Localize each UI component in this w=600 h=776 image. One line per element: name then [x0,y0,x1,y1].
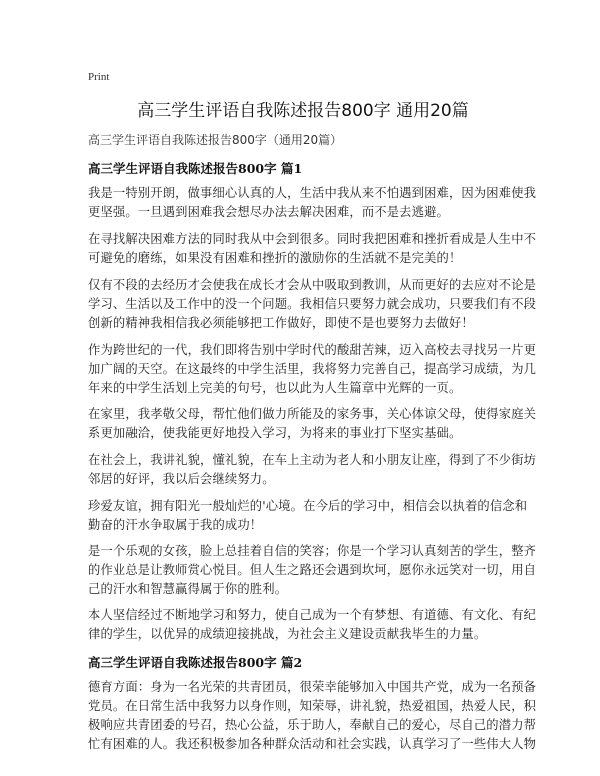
paragraph [88,497,528,535]
paragraph [88,606,537,644]
text-line: 邻居的好评，我以后会继续努力。 [88,472,275,486]
section-heading-2: 高三学生评语自我陈述报告800字 篇2 [88,655,303,670]
text-line: 是一个乐观的女孩，脸上总挂着自信的笑容；你是一个学习认真刻苦的学生，整齐 [88,544,537,558]
text-line: 忙有困难的人。我还积极参加各种群众活动和社会实践，认真学习了一些伟大人物 [88,737,537,751]
text-line: 仅有不段的去经历才会使我在成长才会从中吸取到教训，从而更好的去应对不论是 [88,278,537,292]
text-line: 我是一特别开朗，做事细心认真的人，生活中我从来不怕遇到困难，因为困难使我 [88,186,537,200]
text-line: 德育方面：身为一名光荣的共青团员，很荣幸能够加入中国共产党，成为一名预备 [88,680,537,694]
text-line: 学习、生活以及工作中的没一个问题。我相信只要努力就会成功，只要我们有不段 [88,297,537,311]
section-heading-1: 高三学生评语自我陈述报告800字 篇1 [88,161,303,176]
text-line: 珍爱友谊，拥有阳光一般灿烂的'心境。在今后的学习中，相信会以执着的信念和 [88,499,528,513]
text-line: 可避免的磨练，如果没有困难和挫折的激励你的生活就不是完美的！ [88,251,462,265]
document-subtitle: 高三学生评语自我陈述报告800字（通用20篇） [88,133,343,147]
text-line: 加广阔的天空。在这最终的中学生活里，我将努力完善自己，提高学习成绩，为几 [88,362,537,376]
text-line: 在家里，我孝敬父母，帮忙他们做力所能及的家务事，关心体谅父母，使得家庭关 [88,407,537,421]
document-title: 高三学生评语自我陈述报告800字 通用20篇 [137,101,469,121]
paragraph [88,184,537,222]
text-line: 系更加融洽，使我能更好地投入学习，为将来的事业打下坚实基础。 [88,426,462,440]
text-line: 在社会上，我讲礼貌，懂礼貌，在车上主动为老人和小朋友让座，得到了不少街坊 [88,453,537,467]
text-line: 创新的精神我相信我必须能够把工作做好，即使不是也要努力去做好！ [88,316,474,330]
text-line: 律的学生，以优异的成绩迎接挑战，为社会主义建设贡献我毕生的力量。 [88,627,487,641]
text-line: 在寻找解决困难方法的同时我从中会到很多。同时我把困难和挫折看成是人生中不 [88,232,537,246]
paragraph [88,230,537,268]
text-line: 的作业总是让教师赏心悦目。但人生之路还会遇到坎坷，愿你永远笑对一切，用自 [88,563,537,577]
text-line: 本人坚信经过不断地学习和努力，使自己成为一个有梦想、有道德、有文化、有纪 [88,608,537,622]
text-line: 己的汗水和智慧赢得属于你的胜利。 [88,582,288,596]
text-line: 年来的中学生活划上完美的句号，也以此为人生篇章中光辉的一页。 [88,381,462,395]
text-line: 勤奋的汗水争取属于我的成功！ [88,518,263,532]
text-line: 作为跨世纪的一代，我们即将告别中学时代的酸甜苦辣，迈入高校去寻找另一片更 [88,343,537,357]
text-line: 极响应共青团委的号召，热心公益，乐于助人，奉献自己的爱心，尽自己的潜力帮 [88,718,537,732]
paragraph [88,451,537,489]
paragraph [88,678,537,754]
paragraph [88,341,537,398]
paragraph [88,405,537,443]
print-link[interactable]: Print [88,71,110,83]
paragraph [88,276,537,333]
text-line: 党员。在日常生活中我努力以身作则，知荣辱，讲礼貌，热爱祖国，热爱人民，积 [88,699,537,713]
paragraph [88,542,537,599]
text-line: 更坚强。一旦遇到困难我会想尽办法去解决困难，而不是去逃避。 [88,205,449,219]
